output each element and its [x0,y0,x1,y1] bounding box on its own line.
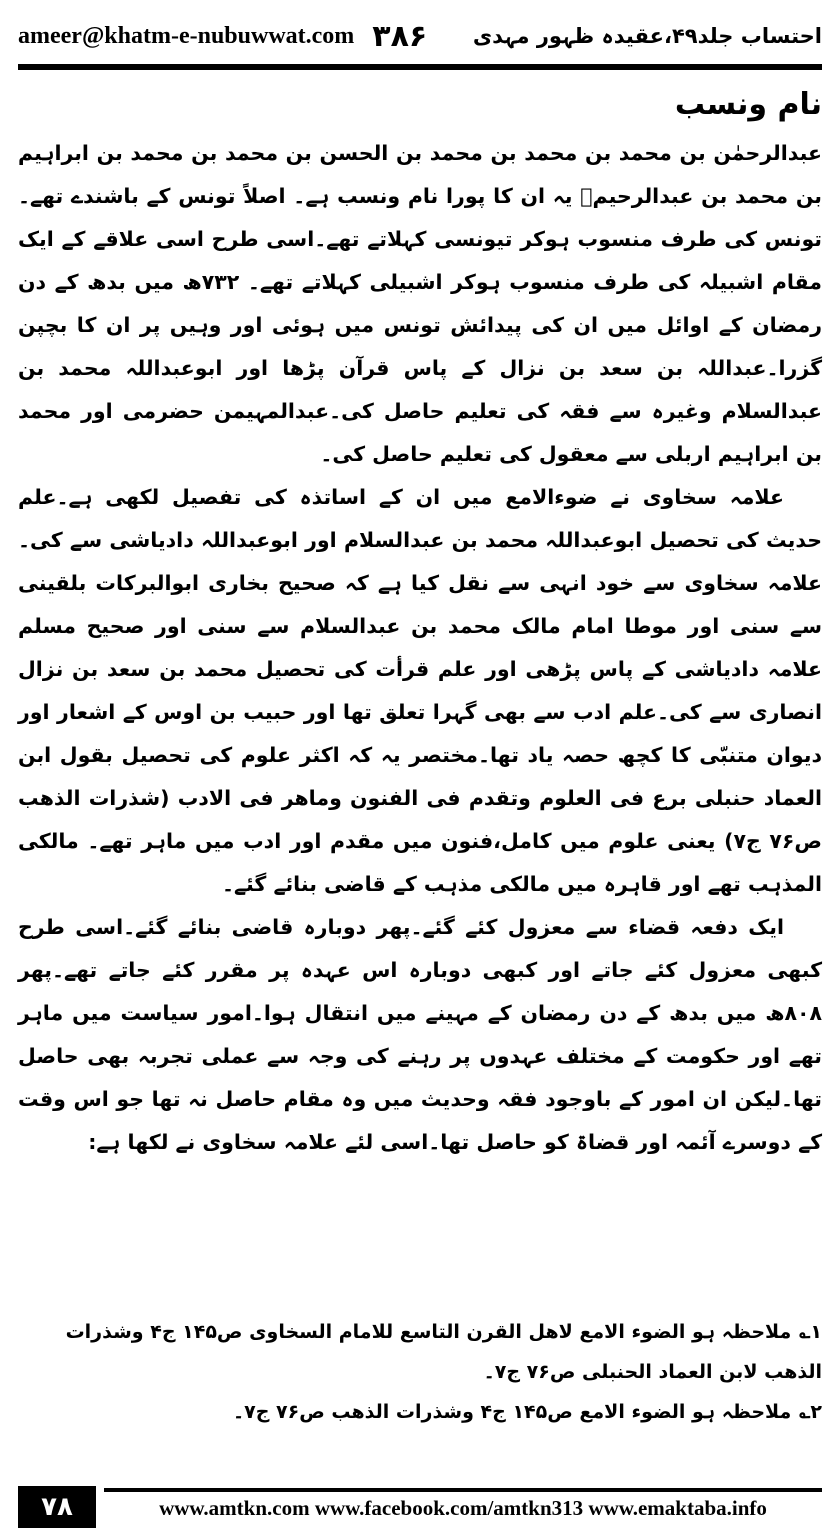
section-title: نام ونسب [674,87,822,122]
footnotes [18,1312,822,1432]
page-header [18,12,822,60]
footer-page-index: ۷۸ [18,1486,96,1528]
book-title: احتساب جلد۴۹،عقیدہ ظہور مہدی [472,24,822,48]
header-email[interactable]: ameer@khatm-e-nubuwwat.com [18,22,355,49]
paragraph-2: علامہ سخاوی نے ضوءالامع میں ان کے اساتذہ کی تفصیل لکھی ہے۔علم حدیث کی تحصیل ابوعبداللہ محمد بن عبدالسلام اور ابوعبداللہ دادیاشی سے کی۔ علامہ سخاوی سے خود انہی سے نقل کیا ہے کہ صحیح بخاری ابوالبرکات بلقینی سے سنی اور موطا امام مالک محمد بن عبدالسلام سے سنی اور صحیح مسلم علامہ دادیاشی کے پاس پڑھی اور علم قرأت کی تحصیل محمد بن سعد بن نزال انصاری سے کی۔علم ادب سے بھی گہرا تعلق تھا اور حبیب بن اوس کے اشعار اور دیوان متنبّی کا کچھ حصہ یاد تھا۔مختصر یہ کہ اکثر علوم کی تحصیل بقول ابن العماد حنبلی برع فی العلوم وتقدم فی الفنون وماھر فی الادب (شذرات الذھب ص۷۶ ج۷) یعنی علوم میں کامل،فنون میں مقدم اور ادب میں ماہر تھے۔ مالکی المذہب تھے اور قاہرہ میں مالکی مذہب کے قاضی بنائے گئے۔ [18,485,822,896]
footnote-1-text: ملاحظہ ہو الضوء الامع لاھل القرن التاسع للامام السخاوی ص۱۴۵ ج۴ وشذرات الذھب لابن العماد الحنبلی ص۷۶ ج۷۔ [65,1321,822,1383]
header-rule [18,64,822,70]
footnote-1 [18,1312,822,1392]
header-left [18,19,427,54]
footnote-2-text: ملاحظہ ہو الضوء الامع ص۱۴۵ ج۴ وشذرات الذھب ص۷۶ ج۷۔ [232,1401,792,1423]
footer-urls[interactable]: www.amtkn.com www.facebook.com/amtkn313 www.emaktaba.info [159,1496,767,1520]
footnote-2 [18,1392,822,1432]
page-number: ۳۸۶ [372,18,428,54]
main-content [18,78,822,1164]
footnote-1-number: ۱؎ [799,1321,822,1343]
footnote-2-number: ۲؎ [799,1401,822,1423]
footer-rule [104,1488,822,1492]
paragraph-1: عبدالرحمٰن بن محمد بن محمد بن محمد بن الحسن بن محمد بن محمد بن ابراہیم بن محمد بن عبدالرحیمؒ یہ ان کا پورا نام ونسب ہے۔ اصلاً تونس کے باشندے تھے۔تونس کی طرف منسوب ہوکر تیونسی کہلاتے تھے۔اسی طرح اسی علاقے کے ایک مقام اشبیلہ کی طرف منسوب ہوکر اشبیلی کہلاتے تھے۔ ۷۳۲ھ میں بدھ کے دن رمضان کے اوائل میں ان کی پیدائش تونس میں ہوئی اور وہیں پر ان کا بچپن گزرا۔عبداللہ بن سعد بن نزال کے پاس قرآن پڑھا اور ابوعبداللہ محمد بن عبدالسلام وغیرہ سے فقہ کی تعلیم حاصل کی۔عبدالمہیمن حضرمی اور محمد بن ابراہیم اربلی سے معقول کی تعلیم حاصل کی۔ [18,141,822,466]
paragraph-3: ایک دفعہ قضاء سے معزول کئے گئے۔پھر دوبارہ قاضی بنائے گئے۔اسی طرح کبھی معزول کئے جاتے اور کبھی دوبارہ اس عہدہ پر مقرر کئے جاتے تھے۔پھر ۸۰۸ھ میں بدھ کے دن رمضان کے مہینے میں انتقال ہوا۔امور سیاست میں ماہر تھے اور حکومت کے مختلف عہدوں پر رہنے کی وجہ سے عملی تجربہ بھی حاصل تھا۔لیکن ان امور کے باوجود فقہ وحدیث میں وہ مقام حاصل نہ تھا جو اس وقت کے دوسرے آئمہ اور قضاۃ کو حاصل تھا۔اسی لئے علامہ سخاوی نے لکھا ہے: [18,915,822,1154]
